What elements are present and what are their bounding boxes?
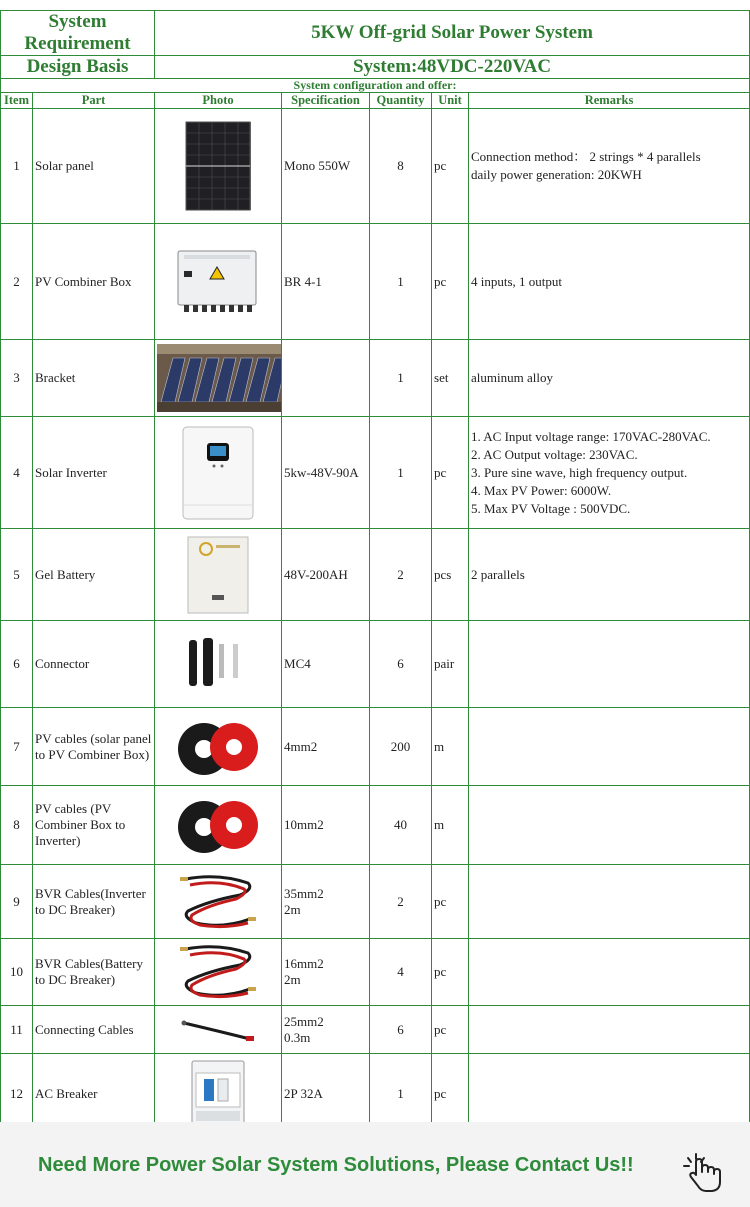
quantity: 40 bbox=[370, 786, 432, 865]
unit: pc bbox=[432, 109, 469, 224]
item-number: 10 bbox=[1, 939, 33, 1006]
col-item: Item bbox=[1, 93, 33, 109]
table-row bbox=[1, 939, 750, 1006]
col-unit: Unit bbox=[432, 93, 469, 109]
specification: Mono 550W bbox=[282, 109, 370, 224]
specification: 5kw-48V-90A bbox=[282, 417, 370, 529]
quantity: 1 bbox=[370, 340, 432, 417]
quantity: 1 bbox=[370, 417, 432, 529]
item-number: 9 bbox=[1, 865, 33, 939]
part-name: Bracket bbox=[33, 340, 155, 417]
remarks-line: 4 inputs, 1 output bbox=[471, 273, 563, 289]
unit: set bbox=[432, 340, 469, 417]
specification bbox=[282, 340, 370, 417]
specification: 35mm2 2m bbox=[282, 865, 370, 939]
col-spec: Specification bbox=[282, 93, 370, 109]
table-row bbox=[1, 417, 750, 529]
combiner-box-photo bbox=[155, 224, 282, 340]
remarks bbox=[469, 621, 750, 708]
remarks-line: 2. AC Output voltage: 230VAC. bbox=[471, 446, 638, 462]
part-name: Solar panel bbox=[33, 109, 155, 224]
remarks bbox=[469, 1006, 750, 1054]
part-name: PV cables (solar panel to PV Combiner Box) bbox=[33, 708, 155, 786]
solar-panel-photo bbox=[155, 109, 282, 224]
part-name: PV cables (PV Combiner Box to Inverter) bbox=[33, 786, 155, 865]
system-offer-table bbox=[0, 10, 750, 1134]
item-number: 2 bbox=[1, 224, 33, 340]
item-number: 5 bbox=[1, 529, 33, 621]
remarks-line: 4. Max PV Power: 6000W. bbox=[471, 482, 612, 498]
table-row bbox=[1, 786, 750, 865]
unit: pc bbox=[432, 1006, 469, 1054]
column-header-row bbox=[1, 93, 750, 109]
config-title: System configuration and offer: bbox=[1, 79, 750, 93]
col-part: Part bbox=[33, 93, 155, 109]
footer-banner[interactable] bbox=[0, 1122, 750, 1207]
connecting-cable-photo bbox=[155, 1006, 282, 1054]
unit: m bbox=[432, 708, 469, 786]
table-row bbox=[1, 340, 750, 417]
unit: pair bbox=[432, 621, 469, 708]
remarks-line: 1. AC Input voltage range: 170VAC-280VAC. bbox=[471, 428, 711, 444]
bvr-cables-photo bbox=[155, 939, 282, 1006]
tap-hand-icon[interactable] bbox=[680, 1150, 730, 1194]
specification: 48V-200AH bbox=[282, 529, 370, 621]
bracket-photo bbox=[155, 340, 282, 417]
unit: pc bbox=[432, 865, 469, 939]
quantity: 4 bbox=[370, 939, 432, 1006]
remarks bbox=[469, 939, 750, 1006]
item-number: 12 bbox=[1, 1054, 33, 1134]
specification: 16mm2 2m bbox=[282, 939, 370, 1006]
table-row bbox=[1, 224, 750, 340]
part-name: Connector bbox=[33, 621, 155, 708]
quantity: 1 bbox=[370, 1054, 432, 1134]
quantity: 1 bbox=[370, 224, 432, 340]
item-number: 6 bbox=[1, 621, 33, 708]
system-requirement-label: System Requirement bbox=[1, 11, 155, 56]
item-number: 8 bbox=[1, 786, 33, 865]
item-number: 7 bbox=[1, 708, 33, 786]
remarks-line: Connection method： 2 strings * 4 parallels bbox=[471, 149, 701, 164]
remarks-line: daily power generation: 20KWH bbox=[471, 167, 642, 182]
item-number: 3 bbox=[1, 340, 33, 417]
unit: pc bbox=[432, 224, 469, 340]
remarks-line: 2 parallels bbox=[471, 566, 525, 582]
table-row bbox=[1, 865, 750, 939]
part-name: Solar Inverter bbox=[33, 417, 155, 529]
unit: pc bbox=[432, 939, 469, 1006]
part-name: AC Breaker bbox=[33, 1054, 155, 1134]
specification: MC4 bbox=[282, 621, 370, 708]
system-title: 5KW Off-grid Solar Power System bbox=[155, 11, 750, 56]
bvr-cables-photo bbox=[155, 865, 282, 939]
table-row bbox=[1, 1006, 750, 1054]
col-remarks: Remarks bbox=[469, 93, 750, 109]
part-name: Gel Battery bbox=[33, 529, 155, 621]
unit: m bbox=[432, 786, 469, 865]
unit: pc bbox=[432, 417, 469, 529]
table-row bbox=[1, 621, 750, 708]
contact-us-text[interactable]: Need More Power Solar System Solutions, Please Contact Us!! bbox=[38, 1154, 634, 1176]
item-number: 1 bbox=[1, 109, 33, 224]
quantity: 8 bbox=[370, 109, 432, 224]
cable-reels-photo bbox=[155, 786, 282, 865]
item-number: 11 bbox=[1, 1006, 33, 1054]
unit: pcs bbox=[432, 529, 469, 621]
design-basis-label: Design Basis bbox=[1, 56, 155, 79]
item-number: 4 bbox=[1, 417, 33, 529]
specification: BR 4-1 bbox=[282, 224, 370, 340]
quantity: 6 bbox=[370, 1006, 432, 1054]
table-row bbox=[1, 529, 750, 621]
table-row bbox=[1, 708, 750, 786]
quantity: 6 bbox=[370, 621, 432, 708]
table-row bbox=[1, 109, 750, 224]
remarks bbox=[469, 109, 750, 224]
system-voltage: System:48VDC-220VAC bbox=[155, 56, 750, 79]
specification: 10mm2 bbox=[282, 786, 370, 865]
remarks bbox=[469, 417, 750, 529]
inverter-photo bbox=[155, 417, 282, 529]
remarks-line: aluminum alloy bbox=[471, 370, 553, 385]
col-quantity: Quantity bbox=[370, 93, 432, 109]
part-name: BVR Cables(Inverter to DC Breaker) bbox=[33, 865, 155, 939]
specification: 25mm2 0.3m bbox=[282, 1006, 370, 1054]
remarks bbox=[469, 224, 750, 340]
remarks bbox=[469, 340, 750, 417]
part-name: Connecting Cables bbox=[33, 1006, 155, 1054]
battery-photo bbox=[155, 529, 282, 621]
remarks-line: 5. Max PV Voltage : 500VDC. bbox=[471, 500, 631, 516]
cable-reels-photo bbox=[155, 708, 282, 786]
quantity: 200 bbox=[370, 708, 432, 786]
remarks-line: 3. Pure sine wave, high frequency output. bbox=[471, 464, 688, 480]
remarks bbox=[469, 786, 750, 865]
unit: pc bbox=[432, 1054, 469, 1134]
part-name: PV Combiner Box bbox=[33, 224, 155, 340]
remarks bbox=[469, 529, 750, 621]
part-name: BVR Cables(Battery to DC Breaker) bbox=[33, 939, 155, 1006]
col-photo: Photo bbox=[155, 93, 282, 109]
specification: 2P 32A bbox=[282, 1054, 370, 1134]
quantity: 2 bbox=[370, 529, 432, 621]
remarks bbox=[469, 708, 750, 786]
connector-photo bbox=[155, 621, 282, 708]
quantity: 2 bbox=[370, 865, 432, 939]
remarks bbox=[469, 865, 750, 939]
specification: 4mm2 bbox=[282, 708, 370, 786]
